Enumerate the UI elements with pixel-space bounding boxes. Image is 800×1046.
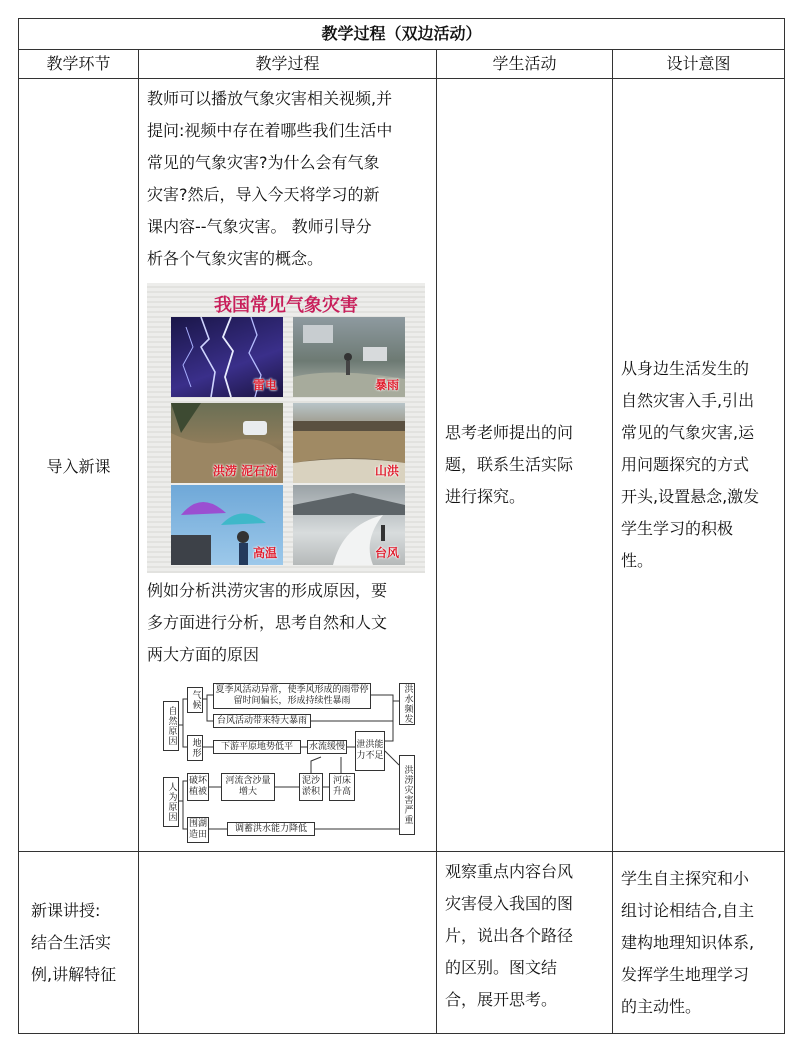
text-line: 开头,设置悬念,激发 (621, 487, 760, 506)
text-line: 课内容--气象灾害。 教师引导分 (147, 217, 372, 236)
typhoon-photo-icon (293, 485, 405, 565)
silting-box: 泥沙淤积 (299, 773, 323, 801)
disaster-collage-image (147, 283, 425, 573)
flood-cause-diagram (161, 681, 431, 851)
flood-severe-box: 洪涝灾害严重 (399, 755, 415, 835)
photo-caption: 雷电 (252, 378, 277, 392)
river-silt-box: 河流含沙量增大 (221, 773, 275, 801)
header-stage: 教学环节 (19, 50, 139, 79)
flash-flood-photo-icon (293, 403, 405, 483)
climate-box: 气候 (187, 687, 203, 713)
design-cell (613, 852, 785, 1034)
text-line: 常见的气象灾害,运 (621, 423, 755, 442)
heatwave-photo-icon (171, 485, 283, 565)
monsoon-box: 夏季风活动异常，使季风形成的雨带停留时间偏长，形成持续性暴雨 (213, 683, 371, 709)
text-line: 性。 (621, 551, 654, 570)
text-line: 两大方面的原因 (147, 645, 260, 664)
text-line: 新课讲授: (31, 900, 101, 920)
text-line: 组讨论相结合,自主 (621, 900, 755, 920)
process-analysis (139, 573, 436, 671)
process-cell (139, 79, 437, 852)
text-line: 观察重点内容台风 (445, 862, 574, 881)
teaching-process-table (18, 18, 785, 1034)
header-student: 学生活动 (437, 50, 613, 79)
student-cell (437, 79, 613, 852)
text-line: 片，说出各个路径 (445, 926, 574, 945)
text-line: 从身边生活发生的 (621, 359, 750, 378)
text-line: 的区别。图文结 (445, 958, 558, 977)
terrain-box: 地形 (187, 735, 203, 761)
header-design: 设计意图 (613, 50, 785, 79)
slow-water-box: 水流缓慢 (307, 740, 347, 754)
student-text (437, 417, 612, 513)
student-text (437, 852, 612, 1016)
table-title: 教学过程（双边活动） (19, 19, 785, 50)
riverbed-box: 河床升高 (329, 773, 355, 801)
text-line: 进行探究。 (445, 487, 526, 506)
process-cell (139, 852, 437, 1034)
stage-cell (19, 79, 139, 852)
text-line: 建构地理知识体系, (621, 932, 755, 952)
reclaim-box: 围湖造田 (187, 817, 209, 843)
text-line: 题，联系生活实际 (445, 455, 574, 474)
lightning-photo-icon (171, 317, 283, 397)
natural-cause-box: 自然原因 (163, 701, 179, 751)
process-intro (139, 79, 436, 275)
text-line: 学生学习的积极 (621, 519, 734, 538)
text-line: 多方面进行分析，思考自然和人文 (147, 613, 388, 632)
text-line: 灾害侵入我国的图 (445, 894, 574, 913)
text-line: 例如分析洪涝灾害的形成原因，要 (147, 581, 388, 600)
photo-caption: 山洪 (374, 464, 399, 478)
flood-frequent-box: 洪水频发 (399, 683, 415, 725)
table-row (19, 852, 785, 1034)
design-text (613, 353, 784, 577)
text-line: 的主动性。 (621, 996, 702, 1016)
vegetation-box: 破坏植被 (187, 773, 209, 801)
photo-caption: 高温 (252, 546, 277, 560)
text-line: 提问:视频中存在着哪些我们生活中 (147, 121, 393, 140)
storage-box: 调蓄洪水能力降低 (227, 822, 315, 836)
stage-cell (19, 852, 139, 1034)
text-line: 例,讲解特征 (31, 964, 117, 984)
text-line: 发挥学生地理学习 (621, 964, 750, 984)
text-line: 析各个气象灾害的概念。 (147, 249, 324, 268)
drainage-box: 泄洪能力不足 (355, 731, 385, 771)
text-line: 学生自主探究和小 (621, 868, 750, 888)
flood-mudslide-photo-icon (171, 403, 283, 483)
photo-caption: 暴雨 (374, 378, 399, 392)
text-line: 合，展开思考。 (445, 990, 558, 1009)
text-line: 常见的气象灾害?为什么会有气象 (147, 153, 380, 172)
table-row (19, 79, 785, 852)
human-cause-box: 人为原因 (163, 777, 179, 827)
stage-label: 导入新课 (46, 456, 111, 476)
stage-text (19, 895, 138, 991)
text-line: 结合生活实 (31, 932, 112, 952)
header-process: 教学过程 (139, 50, 437, 79)
text-line: 思考老师提出的问 (445, 423, 574, 442)
text-line: 教师可以播放气象灾害相关视频,并 (147, 89, 393, 108)
design-text (613, 863, 784, 1023)
text-line: 自然灾害入手,引出 (621, 391, 755, 410)
lowland-box: 下游平原地势低平 (213, 740, 301, 754)
text-line: 灾害?然后，导入今天将学习的新 (147, 185, 380, 204)
student-cell (437, 852, 613, 1034)
typhoon-rain-box: 台风活动带来特大暴雨 (213, 714, 311, 728)
rainstorm-photo-icon (293, 317, 405, 397)
design-cell (613, 79, 785, 852)
text-line: 用问题探究的方式 (621, 455, 750, 474)
collage-title: 我国常见气象灾害 (214, 295, 358, 316)
photo-caption: 洪涝 泥石流 (212, 464, 277, 478)
photo-caption: 台风 (374, 546, 399, 560)
